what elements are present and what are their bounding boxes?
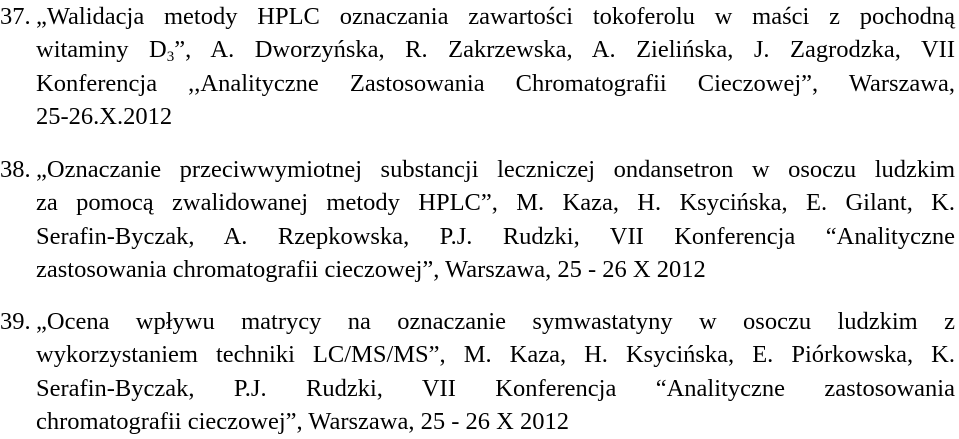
reference-entry-38 xyxy=(0,153,955,287)
subscript-text: 3 xyxy=(166,49,175,66)
entry-text: witaminy D xyxy=(36,36,167,64)
entry-line xyxy=(0,0,955,33)
entry-line xyxy=(0,338,955,371)
entry-text: wykorzystaniem techniki LC/MS/MS”, M. Kaza, H. Ksycińska, E. Piórkowska, K. xyxy=(36,341,955,369)
entry-line xyxy=(0,405,955,438)
entry-text: „Walidacja metody HPLC oznaczania zawartości tokoferolu w maści z pochodną xyxy=(36,3,955,30)
entry-text: Konferencja ,,Analityczne Zastosowania Chromatografii Cieczowej”, Warszawa, xyxy=(36,69,955,97)
entry-line xyxy=(0,67,955,100)
entry-number: 38. xyxy=(0,156,31,183)
entry-text: za pomocą zwalidowanej metody HPLC”, M. Kaza, H. Ksycińska, E. Gilant, K. xyxy=(36,189,955,217)
entry-line xyxy=(0,186,955,219)
entry-line xyxy=(0,372,955,405)
entry-text: Serafin-Byczak, A. Rzepkowska, P.J. Rudzki, VII Konferencja “Analityczne xyxy=(36,222,955,250)
entry-text: zastosowania chromatografii cieczowej”, Warszawa, 25 - 26 X 2012 xyxy=(36,256,706,284)
entry-text: ”, A. Dworzyńska, R. Zakrzewska, A. Zielińska, J. Zagrodzka, VII xyxy=(174,36,955,64)
entry-line xyxy=(0,33,955,66)
entry-line xyxy=(0,253,955,286)
entry-number: 39. xyxy=(0,308,31,335)
entry-text: Serafin-Byczak, P.J. Rudzki, VII Konferencja “Analityczne zastosowania xyxy=(36,374,955,402)
entry-text: „Oznaczanie przeciwwymiotnej substancji leczniczej ondansetron w osoczu ludzkim xyxy=(36,156,955,183)
entry-line xyxy=(0,305,955,338)
entry-line xyxy=(0,153,955,186)
entry-text: chromatografii cieczowej”, Warszawa, 25 - 26 X 2012 xyxy=(36,408,569,436)
entry-text: „Ocena wpływu matrycy na oznaczanie symwastatyny w osoczu ludzkim z xyxy=(36,308,955,335)
entry-text: 25-26.X.2012 xyxy=(36,103,173,131)
entry-line xyxy=(0,220,955,253)
entry-number: 37. xyxy=(0,3,31,30)
entry-line xyxy=(0,100,955,133)
reference-entry-39 xyxy=(0,305,955,439)
reference-entry-37 xyxy=(0,0,955,134)
